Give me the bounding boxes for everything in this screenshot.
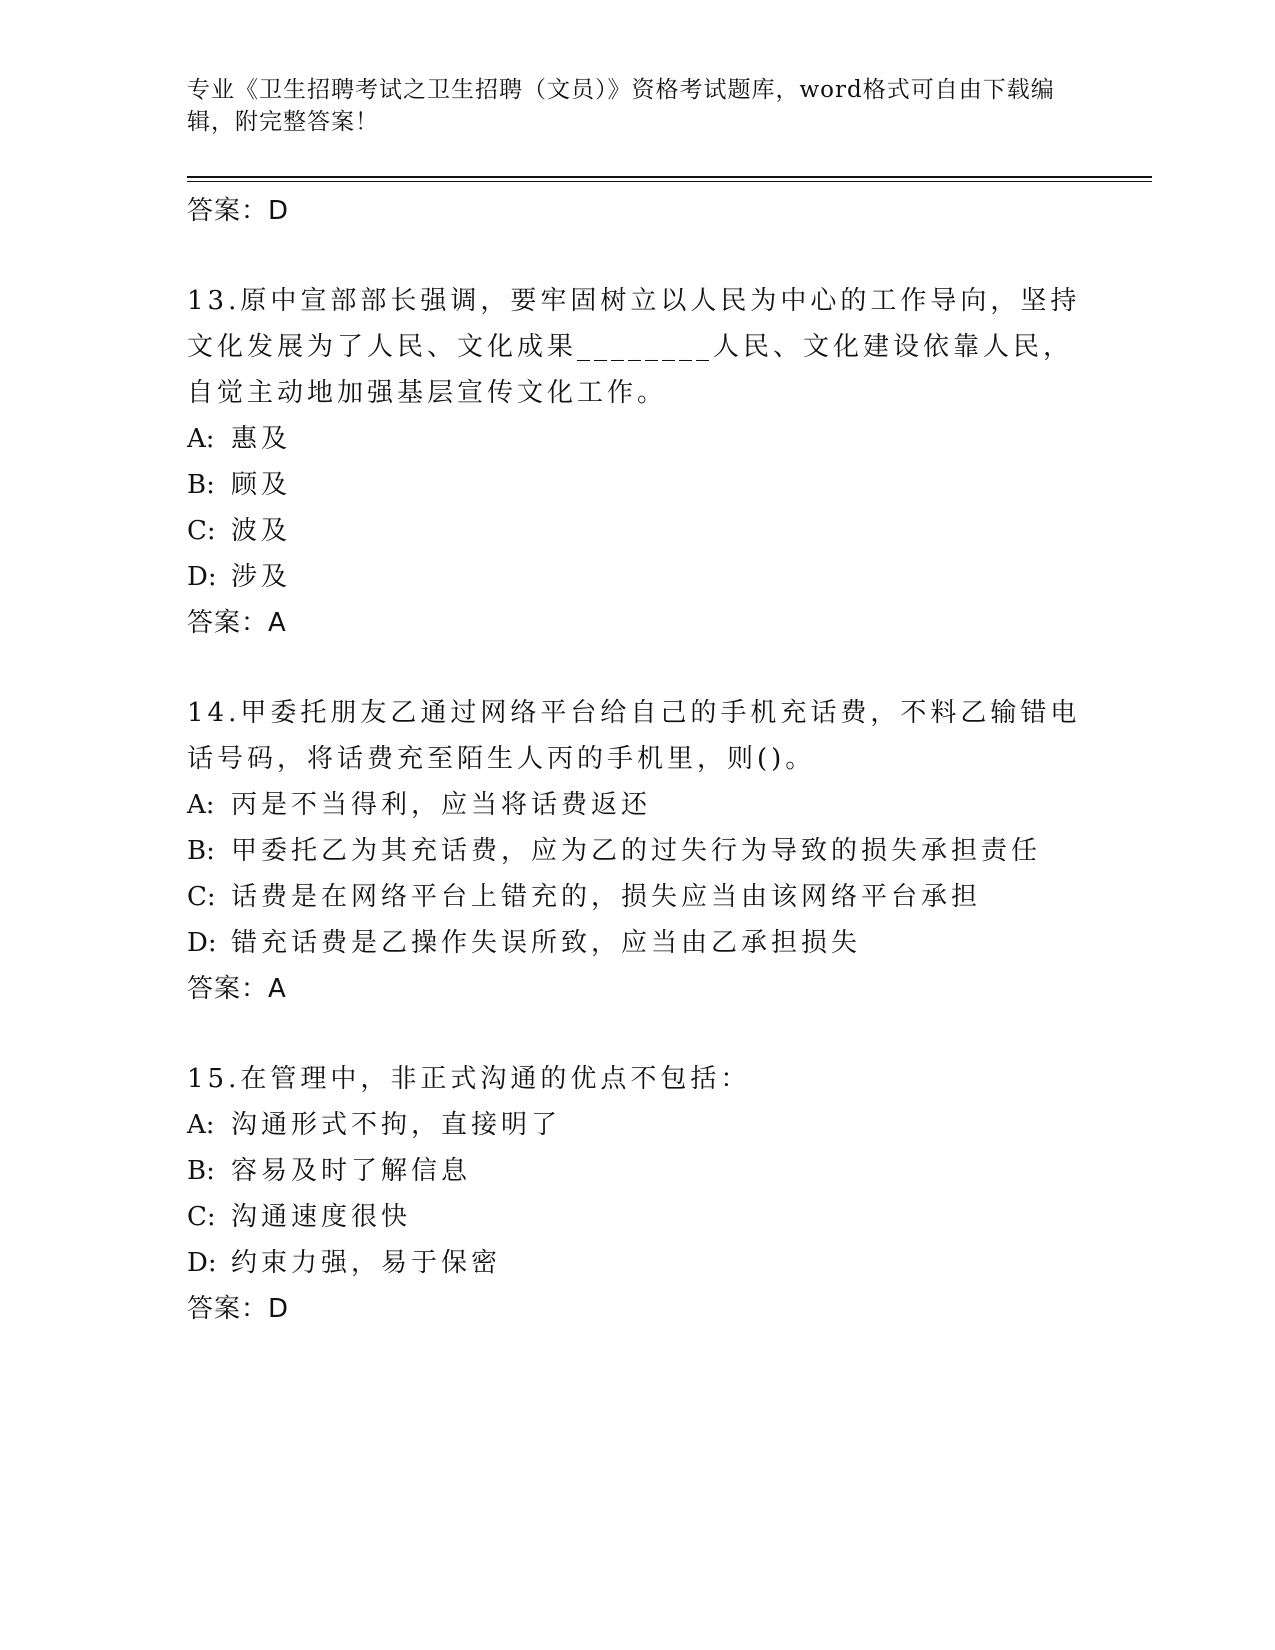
option-text: 丙是不当得利，应当将话费返还 [231, 790, 652, 820]
answer-line: 答案：A [187, 608, 287, 638]
option-key: A: [187, 424, 215, 454]
option-key: B: [187, 836, 215, 866]
option-text: 甲委托乙为其充话费，应为乙的过失行为导致的损失承担责任 [231, 836, 1042, 866]
header-divider-thin [187, 181, 1152, 182]
option-b [187, 1148, 1087, 1194]
option-a [187, 782, 1087, 828]
option-text: 波及 [231, 516, 292, 546]
option-key: D: [187, 562, 217, 592]
answer-line: 答案：A [187, 974, 287, 1004]
option-text: 涉及 [231, 562, 292, 592]
option-c [187, 508, 1087, 554]
question-13 [187, 278, 1087, 646]
option-key: A: [187, 1110, 215, 1140]
option-a [187, 416, 1087, 462]
option-text: 话费是在网络平台上错充的，损失应当由该网络平台承担 [231, 882, 982, 912]
option-key: B: [187, 1156, 215, 1186]
option-key: D: [187, 928, 217, 958]
option-text: 沟通速度很快 [231, 1202, 412, 1232]
option-text: 沟通形式不拘，直接明了 [231, 1110, 562, 1140]
question-list [187, 188, 1087, 1332]
question-stem: 14.甲委托朋友乙通过网络平台给自己的手机充话费，不料乙输错电话号码，将话费充至陌生人丙的手机里，则()。 [187, 698, 1081, 774]
option-d [187, 920, 1087, 966]
option-d [187, 1240, 1087, 1286]
question-stem: 15.在管理中，非正式沟通的优点不包括： [187, 1064, 751, 1094]
option-b [187, 828, 1087, 874]
option-a [187, 1102, 1087, 1148]
option-c [187, 1194, 1087, 1240]
question-14 [187, 690, 1087, 1012]
previous-answer: 答案：D [187, 196, 290, 226]
option-key: C: [187, 882, 216, 912]
question-stem: 13.原中宣部部长强调，要牢固树立以人民为中心的工作导向，坚持文化发展为了人民、文化成果________人民、文化建设依靠人民，自觉主动地加强基层宣传文化工作。 [187, 286, 1081, 408]
option-key: C: [187, 1202, 216, 1232]
option-text: 顾及 [231, 470, 292, 500]
option-d [187, 554, 1087, 600]
answer-line: 答案：D [187, 1294, 290, 1324]
page-header: 专业《卫生招聘考试之卫生招聘（文员）》资格考试题库，word格式可自由下载编辑，附完整答案！ [187, 77, 1055, 135]
option-text: 惠及 [231, 424, 292, 454]
option-key: D: [187, 1248, 217, 1278]
option-text: 容易及时了解信息 [231, 1156, 472, 1186]
option-key: C: [187, 516, 216, 546]
option-text: 约束力强，易于保密 [231, 1248, 502, 1278]
option-text: 错充话费是乙操作失误所致，应当由乙承担损失 [231, 928, 862, 958]
option-key: B: [187, 470, 215, 500]
question-15 [187, 1056, 1087, 1332]
option-b [187, 462, 1087, 508]
option-key: A: [187, 790, 215, 820]
header-divider-thick [187, 176, 1152, 178]
option-c [187, 874, 1087, 920]
